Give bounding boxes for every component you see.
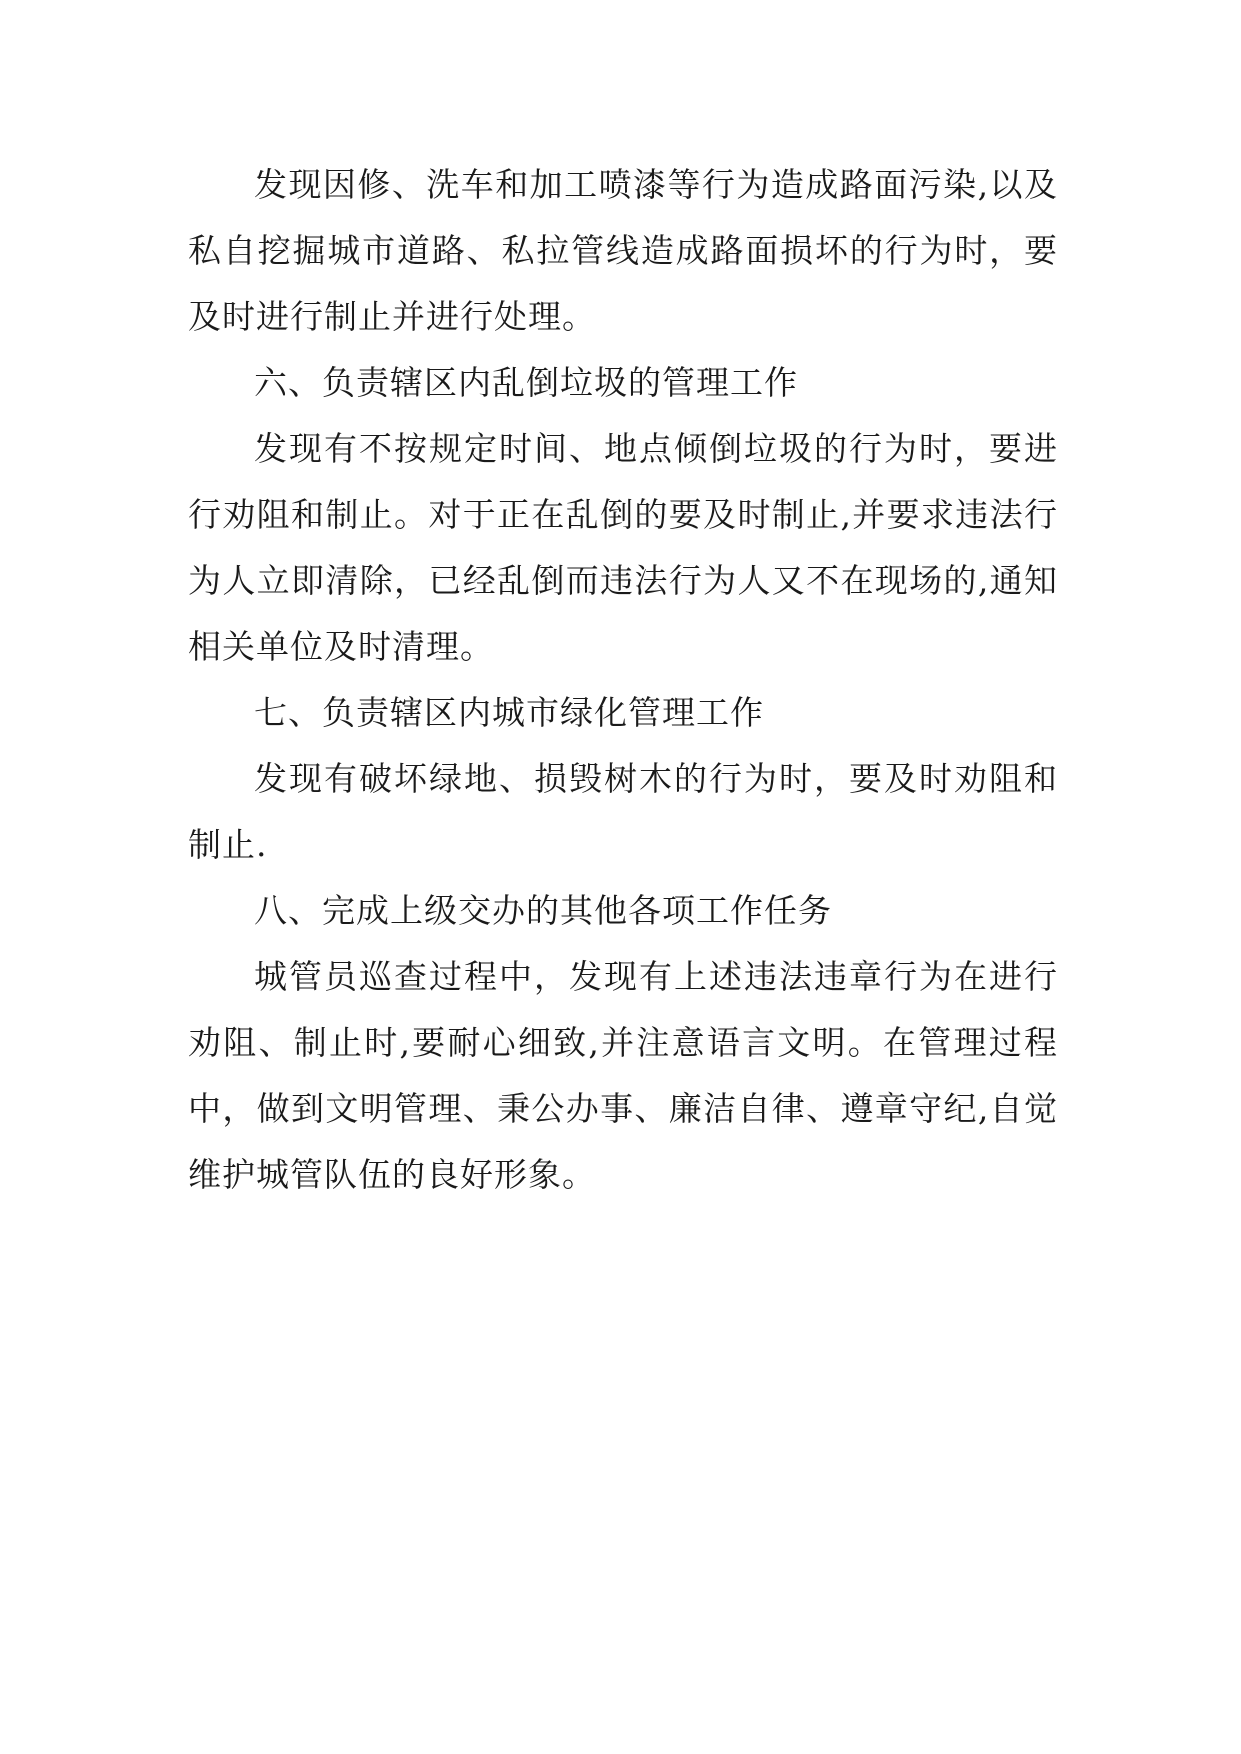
paragraph-road-pollution: 发现因修、洗车和加工喷漆等行为造成路面污染,以及私自挖掘城市道路、私拉管线造成路面损坏的行为时，要及时进行制止并进行处理。 xyxy=(188,165,1058,336)
section-heading-8: 八、完成上级交办的其他各项工作任务 xyxy=(254,891,832,930)
section-heading-6: 六、负责辖区内乱倒垃圾的管理工作 xyxy=(254,363,798,402)
paragraph-greenery: 发现有破坏绿地、损毁树木的行为时，要及时劝阻和制止. xyxy=(188,759,1058,864)
document-body xyxy=(188,152,1058,1208)
section-heading-7: 七、负责辖区内城市绿化管理工作 xyxy=(254,693,764,732)
paragraph-conduct: 城管员巡查过程中，发现有上述违法违章行为在进行劝阻、制止时,要耐心细致,并注意语言文明。在管理过程中，做到文明管理、秉公办事、廉洁自律、遵章守纪,自觉维护城管队伍的良好形象。 xyxy=(188,957,1058,1194)
paragraph-garbage-dumping: 发现有不按规定时间、地点倾倒垃圾的行为时，要进行劝阻和制止。对于正在乱倒的要及时制止,并要求违法行为人立即清除，已经乱倒而违法行为人又不在现场的,通知相关单位及时清理。 xyxy=(188,429,1058,666)
